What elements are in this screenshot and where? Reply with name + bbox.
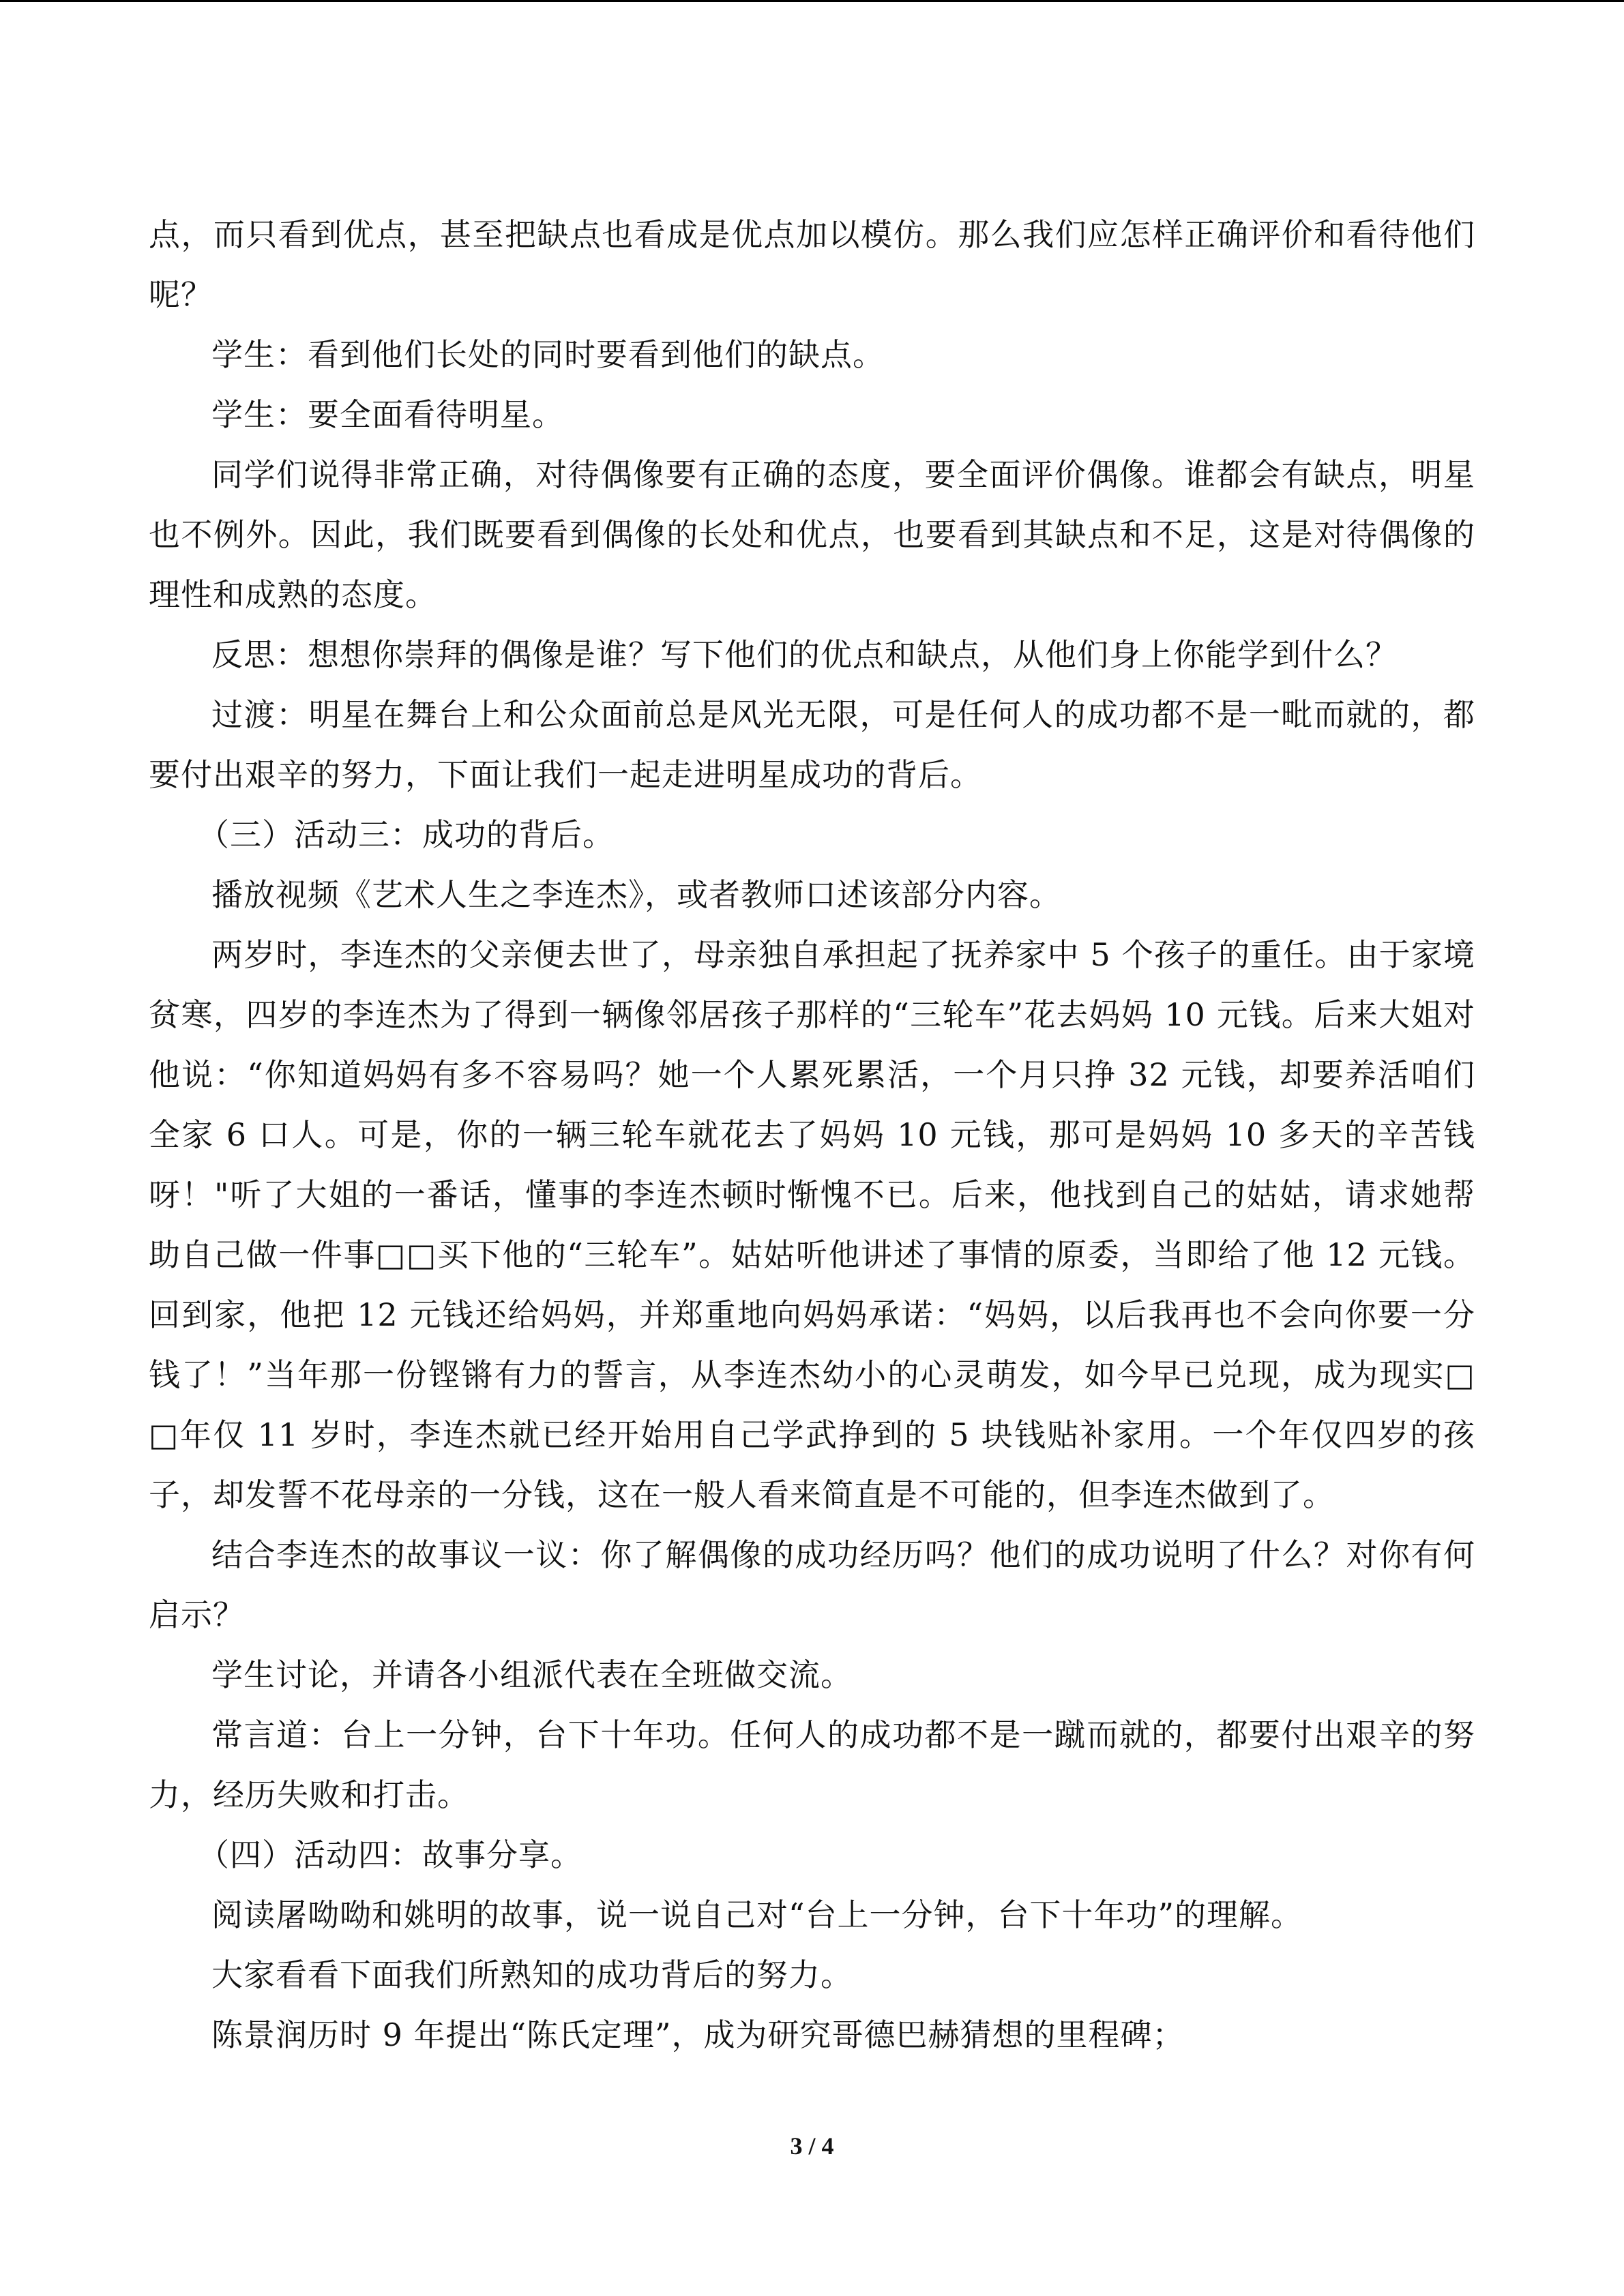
paragraph-reflection: 反思：想想你崇拜的偶像是谁？写下他们的优点和缺点，从他们身上你能学到什么？ — [211, 636, 1398, 673]
paragraph-continuation: 点，而只看到优点，甚至把缺点也看成是优点加以模仿。那么我们应怎样正确评价和看待他们呢？ — [149, 216, 1475, 313]
paragraph-success-intro: 大家看看下面我们所熟知的成功背后的努力。 — [211, 1956, 853, 1993]
paragraph-reading-task: 阅读屠呦呦和姚明的故事，说一说自己对“台上一分钟，台下十年功”的理解。 — [211, 1896, 1303, 1933]
paragraph-discussion-prompt: 结合李连杰的故事议一议：你了解偶像的成功经历吗？他们的成功说明了什么？对你有何启示？ — [149, 1536, 1475, 1633]
page-top-border — [0, 0, 1624, 2]
paragraph-teacher-summary: 同学们说得非常正确，对待偶像要有正确的态度，要全面评价偶像。谁都会有缺点，明星也不例外。因此，我们既要看到偶像的长处和优点，也要看到其缺点和不足，这是对待偶像的理性和成熟的态度。 — [149, 456, 1475, 613]
paragraph-chen-jingrun: 陈景润历时 9 年提出“陈氏定理”，成为研究哥德巴赫猜想的里程碑； — [211, 2016, 1185, 2053]
paragraph-proverb: 常言道：台上一分钟，台下十年功。任何人的成功都不是一蹴而就的，都要付出艰辛的努力，经历失败和打击。 — [149, 1716, 1475, 1813]
paragraph-student-answer-1: 学生：看到他们长处的同时要看到他们的缺点。 — [211, 336, 885, 373]
page-number: 3 / 4 — [790, 2132, 834, 2160]
paragraph-li-lianjie-story: 两岁时，李连杰的父亲便去世了，母亲独自承担起了抚养家中 5 个孩子的重任。由于家境贫寒，四岁的李连杰为了得到一辆像邻居孩子那样的“三轮车”花去妈妈 10 元钱。后来大姐对他说：“你知道妈妈有多不容易吗？她一个人累死累活，一个月只挣 32 元钱，却要养活咱们全家 6 口人。可是，你的一辆三轮车就花去了妈妈 10 元钱，那可是妈妈 10 多天的辛苦钱呀！"听了大姐的一番话，懂事的李连杰顿时惭愧不已。后来，他找到自己的姑姑，请求她帮助自己做一件事□□买下他的“三轮车”。姑姑听他讲述了事情的原委，当即给了他 12 元钱。回到家，他把 12 元钱还给妈妈，并郑重地向妈妈承诺：“妈妈，以后我再也不会向你要一分钱了！”当年那一份铿锵有力的誓言，从李连杰幼小的心灵萌发，如今早已兑现，成为现实□□年仅 11 岁时，李连杰就已经开始用自己学武挣到的 5 块钱贴补家用。一个年仅四岁的孩子，却发誓不花母亲的一分钱，这在一般人看来简直是不可能的，但李连杰做到了。 — [149, 936, 1475, 1513]
paragraph-video-instruction: 播放视频《艺术人生之李连杰》，或者教师口述该部分内容。 — [211, 876, 1061, 913]
section-heading-activity-3: （三）活动三：成功的背后。 — [198, 816, 615, 853]
section-heading-activity-4: （四）活动四：故事分享。 — [198, 1836, 582, 1873]
paragraph-group-discussion: 学生讨论，并请各小组派代表在全班做交流。 — [211, 1656, 853, 1693]
document-body — [149, 205, 1475, 2065]
paragraph-transition: 过渡：明星在舞台上和公众面前总是风光无限，可是任何人的成功都不是一毗而就的，都要付出艰辛的努力，下面让我们一起走进明星成功的背后。 — [149, 696, 1475, 793]
paragraph-student-answer-2: 学生：要全面看待明星。 — [211, 396, 564, 433]
